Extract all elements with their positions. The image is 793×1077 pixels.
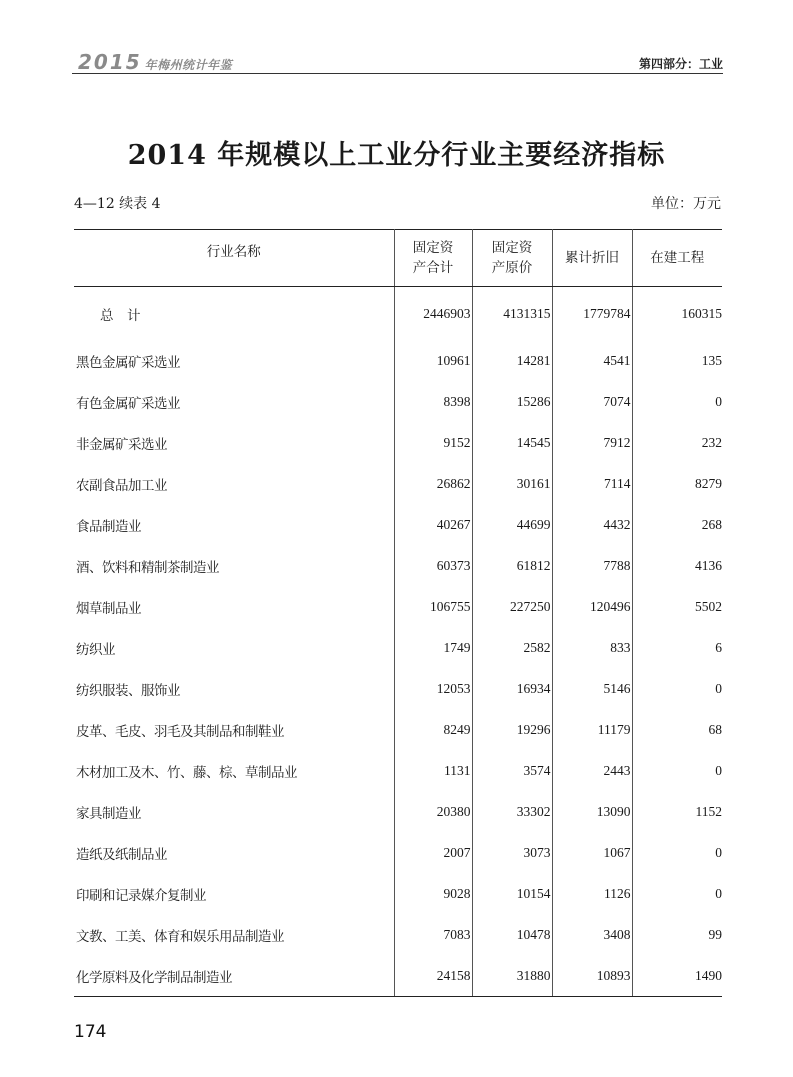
industry-name-cell: 文教、工美、体育和娱乐用品制造业 [74, 915, 394, 956]
fixed-assets-original-cell: 227250 [472, 587, 552, 628]
industry-name-cell: 纺织服装、服饰业 [74, 669, 394, 710]
industry-name-cell: 家具制造业 [74, 792, 394, 833]
accumulated-depreciation-cell: 1067 [552, 833, 632, 874]
fixed-assets-total-cell: 26862 [394, 464, 472, 505]
fixed-assets-total-cell: 9152 [394, 423, 472, 464]
industry-name-cell: 非金属矿采选业 [74, 423, 394, 464]
fixed-assets-original-cell: 31880 [472, 956, 552, 997]
industry-name-cell: 总 计 [74, 287, 394, 341]
fixed-assets-original-cell: 61812 [472, 546, 552, 587]
construction-in-progress-cell: 0 [715, 681, 722, 696]
industry-name-cell: 纺织业 [74, 628, 394, 669]
accumulated-depreciation-cell: 7114 [552, 464, 632, 505]
table-row [74, 464, 722, 505]
accumulated-depreciation-cell: 4541 [552, 341, 632, 382]
fixed-assets-total-cell: 1749 [394, 628, 472, 669]
fixed-assets-total-cell: 20380 [394, 792, 472, 833]
accumulated-depreciation-cell: 3408 [552, 915, 632, 956]
table-row [74, 423, 722, 464]
construction-in-progress-cell: 99 [708, 927, 722, 942]
header-industry-name: 行业名称 [74, 230, 394, 287]
fixed-assets-total-cell: 60373 [394, 546, 472, 587]
fixed-assets-original-cell: 44699 [472, 505, 552, 546]
header-fixed-assets-original [472, 230, 552, 287]
industry-name-cell: 烟草制品业 [74, 587, 394, 628]
fixed-assets-original-cell: 10478 [472, 915, 552, 956]
accumulated-depreciation-cell: 833 [552, 628, 632, 669]
construction-in-progress-cell: 1490 [632, 956, 722, 997]
unit-label: 单位：万元 [651, 196, 721, 212]
construction-in-progress-cell: 4136 [695, 558, 722, 573]
fixed-assets-original-cell: 10154 [472, 874, 552, 915]
fixed-assets-total-cell: 24158 [394, 956, 472, 997]
fixed-assets-original-cell: 3073 [472, 833, 552, 874]
construction-in-progress-cell: 68 [708, 722, 722, 737]
construction-in-progress-cell: 6 [715, 640, 722, 655]
fixed-assets-original-cell: 33302 [472, 792, 552, 833]
table-reference: 4—12 续表 4 [74, 196, 161, 212]
header-fixed-assets-total-line1: 固定资 [412, 240, 454, 256]
industry-name-cell: 印刷和记录媒介复制业 [74, 874, 394, 915]
industry-name-cell: 有色金属矿采选业 [74, 382, 394, 423]
table-row [74, 546, 722, 587]
table-row [74, 382, 722, 423]
fixed-assets-total-cell: 106755 [394, 587, 472, 628]
construction-in-progress-cell: 0 [715, 394, 722, 409]
fixed-assets-total-cell: 12053 [394, 669, 472, 710]
accumulated-depreciation-cell: 2443 [552, 751, 632, 792]
fixed-assets-original-cell: 3574 [472, 751, 552, 792]
construction-in-progress-cell: 5502 [695, 599, 722, 614]
header-accumulated-depreciation: 累计折旧 [552, 230, 632, 287]
accumulated-depreciation-cell: 10893 [552, 956, 632, 997]
table-row [74, 874, 722, 915]
fixed-assets-original-cell: 14281 [472, 341, 552, 382]
fixed-assets-original-cell: 15286 [472, 382, 552, 423]
fixed-assets-total-cell: 1131 [394, 751, 472, 792]
accumulated-depreciation-cell: 7788 [552, 546, 632, 587]
header-construction-in-progress: 在建工程 [632, 230, 722, 287]
industry-name-cell: 木材加工及木、竹、藤、棕、草制品业 [74, 751, 394, 792]
table-row [74, 628, 722, 669]
table-row [74, 587, 722, 628]
fixed-assets-total-cell: 8398 [394, 382, 472, 423]
accumulated-depreciation-cell: 7074 [552, 382, 632, 423]
table-row [74, 792, 722, 833]
fixed-assets-original-cell: 30161 [472, 464, 552, 505]
fixed-assets-total-cell: 2007 [394, 833, 472, 874]
yearbook-year: 2015 [78, 50, 142, 74]
industry-name-cell: 化学原料及化学制品制造业 [74, 956, 394, 997]
accumulated-depreciation-cell: 5146 [552, 669, 632, 710]
header-fixed-assets-total-line2: 产合计 [412, 260, 454, 276]
industry-name-cell: 皮革、毛皮、羽毛及其制品和制鞋业 [74, 710, 394, 751]
accumulated-depreciation-cell: 11179 [552, 710, 632, 751]
construction-in-progress-cell: 135 [701, 353, 722, 368]
table-row [74, 710, 722, 751]
fixed-assets-total-cell: 2446903 [394, 287, 472, 341]
table-row [74, 505, 722, 546]
industry-name-cell: 食品制造业 [74, 505, 394, 546]
header-fixed-assets-total [394, 230, 472, 287]
construction-in-progress-cell: 232 [701, 435, 722, 450]
total-row [74, 287, 722, 341]
page-title: 2014 年规模以上工业分行业主要经济指标 [127, 140, 666, 171]
table-row [74, 833, 722, 874]
table-header-row [74, 230, 722, 287]
table-row [74, 956, 722, 997]
running-header [0, 0, 793, 74]
fixed-assets-original-cell: 4131315 [472, 287, 552, 341]
header-fixed-assets-original-line2: 产原价 [491, 260, 533, 276]
industry-name-cell: 农副食品加工业 [74, 464, 394, 505]
accumulated-depreciation-cell: 7912 [552, 423, 632, 464]
section-label: 第四部分：工业 [638, 57, 723, 71]
industry-name-cell: 造纸及纸制品业 [74, 833, 394, 874]
construction-in-progress-cell: 1152 [695, 804, 722, 819]
table-row [74, 341, 722, 382]
accumulated-depreciation-cell: 120496 [552, 587, 632, 628]
accumulated-depreciation-cell: 13090 [552, 792, 632, 833]
accumulated-depreciation-cell: 4432 [552, 505, 632, 546]
fixed-assets-total-cell: 10961 [394, 341, 472, 382]
construction-in-progress-cell: 0 [715, 845, 722, 860]
table-body [74, 287, 722, 997]
industry-name-cell: 黑色金属矿采选业 [74, 341, 394, 382]
header-divider [72, 73, 723, 74]
construction-in-progress-cell: 0 [715, 886, 722, 901]
fixed-assets-original-cell: 19296 [472, 710, 552, 751]
fixed-assets-original-cell: 14545 [472, 423, 552, 464]
fixed-assets-total-cell: 7083 [394, 915, 472, 956]
indicators-table [74, 229, 722, 997]
fixed-assets-total-cell: 8249 [394, 710, 472, 751]
construction-in-progress-cell: 268 [701, 517, 722, 532]
fixed-assets-original-cell: 16934 [472, 669, 552, 710]
construction-in-progress-cell: 8279 [695, 476, 722, 491]
accumulated-depreciation-cell: 1126 [552, 874, 632, 915]
page-number: 174 [74, 1022, 107, 1042]
industry-name-cell: 酒、饮料和精制茶制造业 [74, 546, 394, 587]
accumulated-depreciation-cell: 1779784 [552, 287, 632, 341]
fixed-assets-total-cell: 40267 [394, 505, 472, 546]
yearbook-title [78, 50, 232, 74]
fixed-assets-original-cell: 2582 [472, 628, 552, 669]
yearbook-name: 年梅州统计年鉴 [144, 58, 233, 72]
construction-in-progress-cell: 160315 [681, 305, 722, 321]
table-row [74, 669, 722, 710]
header-fixed-assets-original-line1: 固定资 [491, 240, 533, 256]
fixed-assets-total-cell: 9028 [394, 874, 472, 915]
construction-in-progress-cell: 0 [715, 763, 722, 778]
table-row [74, 751, 722, 792]
table-row [74, 915, 722, 956]
